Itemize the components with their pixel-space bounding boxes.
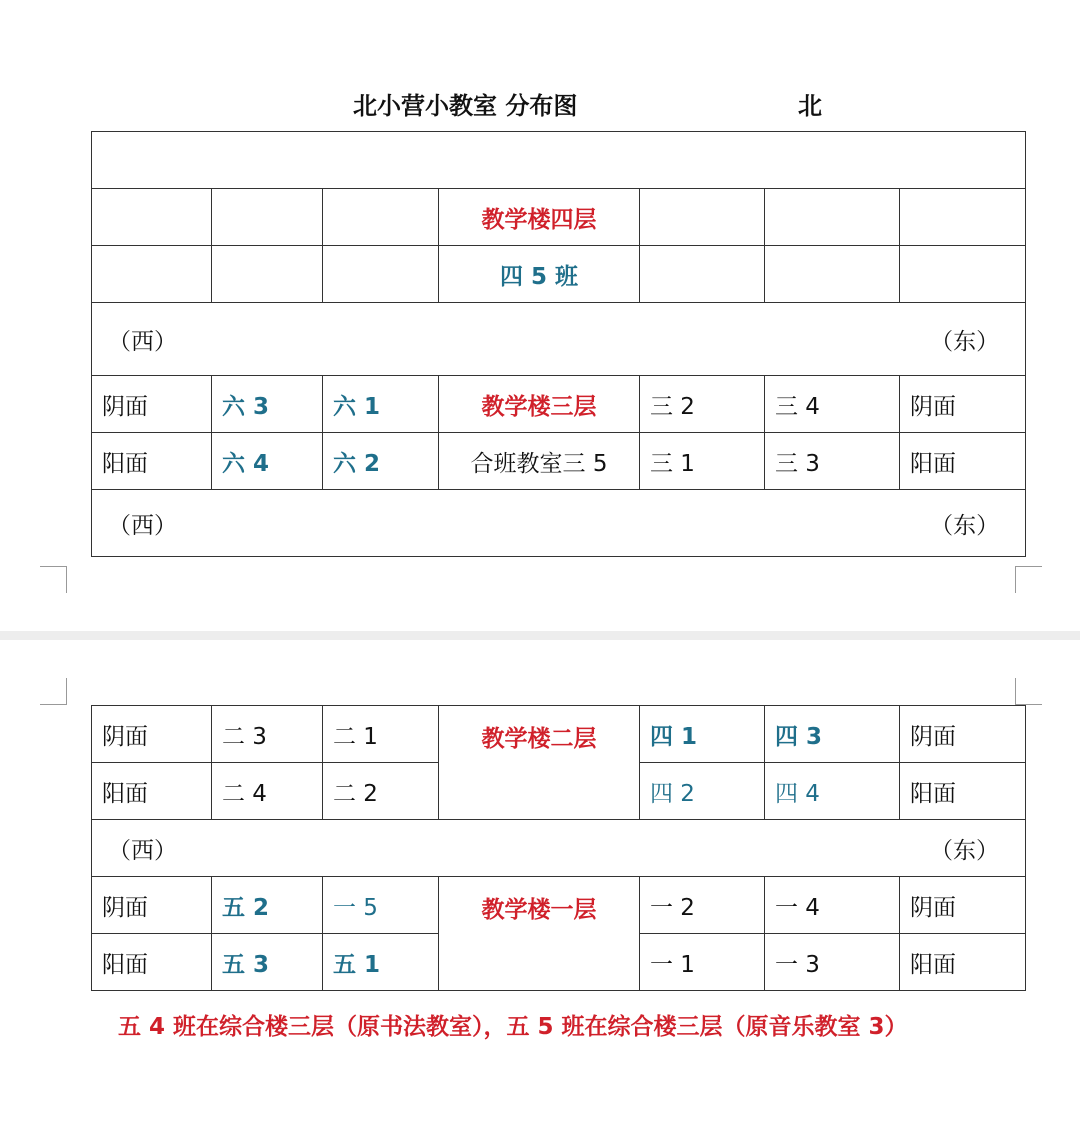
- room-cell: 合班教室三 5: [439, 433, 640, 490]
- floor4-label: 教学楼四层: [439, 189, 640, 246]
- west-label: （西）: [108, 328, 177, 355]
- room-cell: 阴面: [900, 376, 1026, 433]
- room-cell: 六 3: [212, 376, 323, 433]
- room-cell: 二 3: [212, 706, 323, 763]
- room-cell: 五 3: [212, 934, 323, 991]
- cell-empty: [900, 189, 1026, 246]
- room-cell: 一 5: [323, 877, 439, 934]
- room-cell: 五 2: [212, 877, 323, 934]
- room-cell: 阴面: [92, 376, 212, 433]
- room-cell: 二 1: [323, 706, 439, 763]
- direction-row: [92, 820, 1026, 877]
- cell-empty: [640, 246, 765, 303]
- floor-plan-table-page1: [91, 131, 1026, 557]
- direction-row: [92, 490, 1026, 557]
- footnote: 五 4 班在综合楼三层（原书法教室），五 5 班在综合楼三层（原音乐教室 3）: [118, 1014, 908, 1040]
- cell-empty: [640, 189, 765, 246]
- cell-empty: [900, 246, 1026, 303]
- west-label: （西）: [108, 512, 177, 539]
- room-cell: 阳面: [900, 433, 1026, 490]
- west-label: （西）: [108, 837, 177, 864]
- room-cell: 阴面: [900, 877, 1026, 934]
- cell-empty: [323, 246, 439, 303]
- room-cell: 一 3: [765, 934, 900, 991]
- room-cell: 六 2: [323, 433, 439, 490]
- room-cell: 阳面: [900, 934, 1026, 991]
- header-empty-row: [92, 132, 1026, 189]
- cell-empty: [212, 189, 323, 246]
- floor2-label: 教学楼二层: [439, 706, 640, 820]
- room-cell: 阳面: [92, 433, 212, 490]
- floor4-class: 四 5 班: [439, 246, 640, 303]
- room-cell: 阳面: [900, 763, 1026, 820]
- room-cell: 三 1: [640, 433, 765, 490]
- room-cell: 阴面: [900, 706, 1026, 763]
- page-title: 北小营小教室 分布图: [353, 92, 578, 120]
- room-cell: 三 4: [765, 376, 900, 433]
- room-cell: 五 1: [323, 934, 439, 991]
- cell-empty: [92, 246, 212, 303]
- floor3-label: 教学楼三层: [439, 376, 640, 433]
- north-label: 北: [798, 92, 822, 120]
- room-cell: 三 2: [640, 376, 765, 433]
- floor1-label: 教学楼一层: [439, 877, 640, 991]
- east-label: （东）: [930, 512, 1000, 539]
- room-cell: 六 4: [212, 433, 323, 490]
- cell-empty: [323, 189, 439, 246]
- room-cell: 六 1: [323, 376, 439, 433]
- page-corner-mark: [40, 678, 67, 705]
- room-cell: 二 2: [323, 763, 439, 820]
- room-cell: 阴面: [92, 877, 212, 934]
- cell-empty: [765, 246, 900, 303]
- direction-row: [92, 303, 1026, 376]
- room-cell: 四 2: [640, 763, 765, 820]
- room-cell: 三 3: [765, 433, 900, 490]
- page-corner-mark: [40, 566, 67, 593]
- page-corner-mark: [1015, 678, 1042, 705]
- east-label: （东）: [930, 837, 999, 864]
- cell-empty: [212, 246, 323, 303]
- floor-plan-table-page2: [91, 705, 1026, 991]
- cell-empty: [92, 189, 212, 246]
- room-cell: 阴面: [92, 706, 212, 763]
- page-divider: [0, 631, 1080, 640]
- room-cell: 阳面: [92, 763, 212, 820]
- room-cell: 一 2: [640, 877, 765, 934]
- page-corner-mark: [1015, 566, 1042, 593]
- east-label: （东）: [930, 328, 1000, 355]
- room-cell: 阳面: [92, 934, 212, 991]
- room-cell: 四 1: [640, 706, 765, 763]
- room-cell: 二 4: [212, 763, 323, 820]
- room-cell: 四 4: [765, 763, 900, 820]
- room-cell: 一 4: [765, 877, 900, 934]
- room-cell: 一 1: [640, 934, 765, 991]
- cell-empty: [765, 189, 900, 246]
- room-cell: 四 3: [765, 706, 900, 763]
